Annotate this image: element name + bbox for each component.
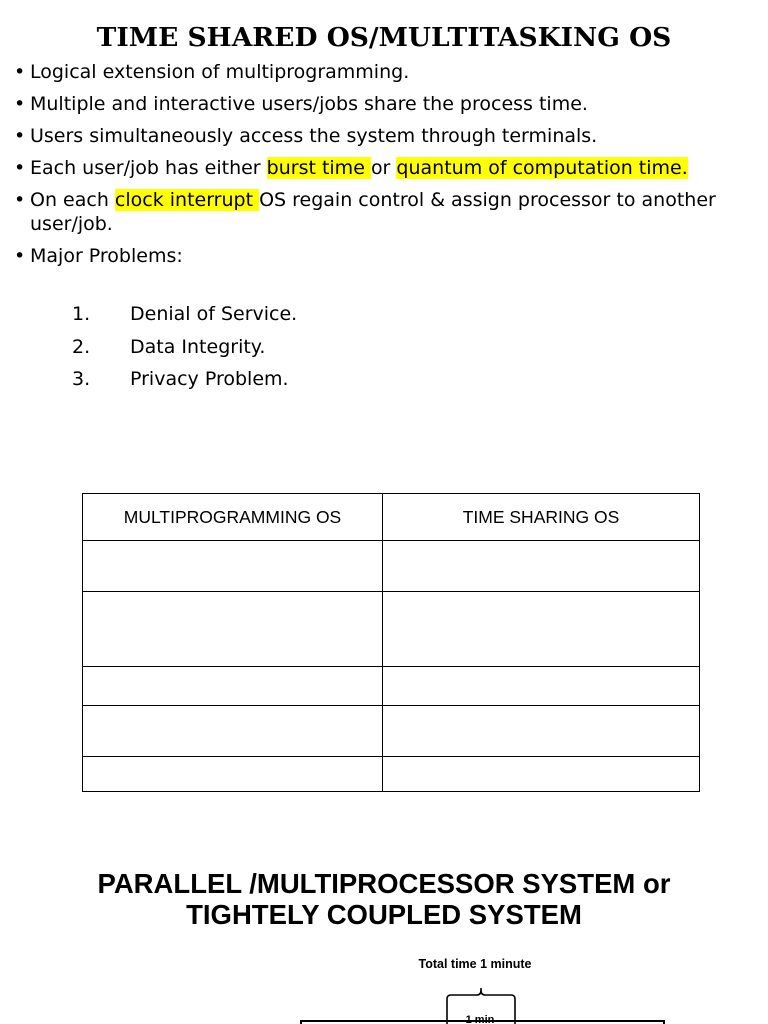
title-line: TIGHTELY COUPLED SYSTEM xyxy=(186,899,582,930)
problem-text: Data Integrity. xyxy=(130,335,266,358)
table-row xyxy=(83,667,700,706)
problem-number: 1. xyxy=(72,303,91,325)
table-cell xyxy=(383,706,700,757)
table-row xyxy=(83,706,700,757)
table-cell xyxy=(83,592,383,667)
bullet-text: OS regain control & assign processor to another user/job. xyxy=(30,189,716,235)
table-cell xyxy=(83,541,383,592)
problem-text: Denial of Service. xyxy=(130,303,298,325)
bullet-item xyxy=(14,244,754,268)
table-cell xyxy=(383,757,700,792)
problem-item xyxy=(72,367,297,400)
bullet-item xyxy=(14,188,754,236)
problem-item xyxy=(72,302,297,335)
bullet-text: Users simultaneously access the system through terminals. xyxy=(30,125,598,147)
table-cell xyxy=(83,667,383,706)
bullet-text: On each xyxy=(30,189,115,211)
table-cell xyxy=(383,667,700,706)
highlight-quantum-time: quantum of computation time. xyxy=(396,157,688,179)
problem-number: 3. xyxy=(72,368,91,390)
bullet-list xyxy=(14,60,754,276)
bullet-text: Logical extension of multiprogramming. xyxy=(30,61,410,83)
table-row xyxy=(83,541,700,592)
problem-text: Privacy Problem. xyxy=(130,368,289,390)
table-header-time-sharing: TIME SHARING OS xyxy=(383,494,700,541)
brace-label: 1 min xyxy=(465,1014,495,1024)
table-cell xyxy=(383,541,700,592)
table-cell xyxy=(83,706,383,757)
bullet-text: Each user/job has either xyxy=(30,157,267,179)
table-cell xyxy=(83,757,383,792)
highlight-clock-interrupt: clock interrupt xyxy=(114,189,260,211)
table-row xyxy=(83,592,700,667)
bullet-text: Major Problems: xyxy=(30,245,183,267)
diagram-caption: Total time 1 minute xyxy=(418,957,532,971)
table-header-multiprogramming: MULTIPROGRAMMING OS xyxy=(83,494,383,541)
problem-number: 2. xyxy=(72,335,91,358)
problem-item xyxy=(72,335,297,368)
bullet-item xyxy=(14,92,754,116)
highlight-burst-time: burst time xyxy=(266,157,371,179)
table-row xyxy=(83,757,700,792)
comparison-table xyxy=(82,493,700,792)
bullet-item xyxy=(14,60,754,84)
problem-list xyxy=(72,302,297,400)
curly-brace-icon xyxy=(447,988,515,1005)
section-title-parallel-system xyxy=(0,868,768,930)
bullet-item xyxy=(14,124,754,148)
title-line: PARALLEL /MULTIPROCESSOR SYSTEM or xyxy=(97,868,671,899)
table-cell xyxy=(383,592,700,667)
time-diagram xyxy=(0,985,768,1024)
bullet-text: Multiple and interactive users/jobs share the process time. xyxy=(30,93,588,115)
table-header-row xyxy=(83,494,700,541)
section-title-time-shared-os: TIME SHARED OS/MULTITASKING OS xyxy=(96,22,672,53)
bullet-text: or xyxy=(370,157,397,179)
bullet-item xyxy=(14,156,754,180)
